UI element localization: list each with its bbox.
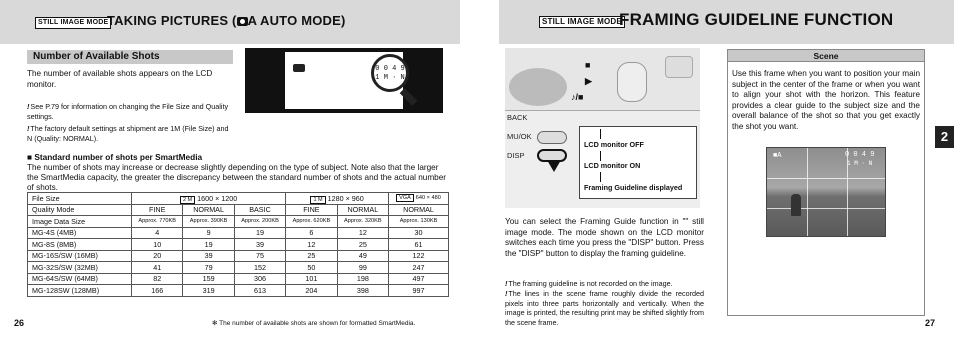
note-2: !The factory default settings at shipment are 1M (File Size) and N (Quality: NORMAL).: [27, 124, 229, 143]
note-1: !See P.79 for information on changing the File Size and Quality settings.: [27, 102, 229, 121]
quality-setting: 1 M · N: [847, 160, 873, 167]
back-label: BACK: [507, 113, 528, 122]
table-cell: 10: [132, 239, 183, 251]
magnifier-icon: 0 0 4 9 1 M · N: [371, 54, 409, 92]
table-row: [28, 273, 449, 285]
arrow-line: [600, 151, 601, 161]
table-cell: 247: [389, 262, 449, 274]
disp-label: DISP: [507, 151, 525, 160]
table-cell: FINE: [132, 204, 183, 216]
camera-icon: [237, 17, 248, 26]
guideline: [807, 148, 808, 237]
table-cell: 204: [286, 285, 337, 297]
table-cell: 99: [337, 262, 388, 274]
page-title: TAKING PICTURES ( A AUTO MODE): [107, 13, 346, 28]
scene-text: Use this frame when you want to position your main subject in the center of the frame or when you want to align your shot with the horizon. This feature provides a clear guide to the subject size and the overall balance of the shot so that you get exactly the shot you want.: [732, 69, 920, 131]
table-cell: 4: [132, 227, 183, 239]
table-cell: 152: [234, 262, 285, 274]
table-row: [28, 204, 449, 216]
table-cell: 497: [389, 273, 449, 285]
table-cell: 19: [183, 239, 234, 251]
table-cell: NORMAL: [389, 204, 449, 216]
table-cell: 613: [234, 285, 285, 297]
right-body-text: You can select the Framing Guide function in "" still image mode. The mode shown on the LCD monitor switches each time you press the "DISP" button. Press the "DISP" button to display the framing guideline.: [505, 217, 704, 258]
camera-auto-icon: ■A: [773, 152, 782, 160]
table-cell: 12: [337, 227, 388, 239]
page-number-right: 27: [925, 318, 936, 328]
table-cell: FINE: [286, 204, 337, 216]
table-cell: 25: [337, 239, 388, 251]
table-cell: 39: [234, 239, 285, 251]
scene-heading: Scene: [728, 50, 924, 62]
note-icon: !: [27, 102, 30, 111]
callout-item: LCD monitor OFF: [584, 140, 644, 149]
intro-text: The number of available shots appears on the LCD monitor.: [27, 69, 213, 89]
table-cell: 19: [234, 227, 285, 239]
callout-item: LCD monitor ON: [584, 161, 641, 170]
right-header: [499, 0, 954, 44]
left-header: [0, 0, 460, 44]
menu-ok-label: MU/OK: [507, 132, 532, 141]
arrow-icon: [547, 160, 561, 172]
table-row: [28, 193, 449, 205]
table-row: [28, 285, 449, 297]
table-cell: 6: [286, 227, 337, 239]
scene-example-image: [766, 147, 886, 237]
table-cell: 101: [286, 273, 337, 285]
table-row-label: Image Data Size: [28, 216, 132, 228]
table-cell: 82: [132, 273, 183, 285]
table-cell: Approx. 130KB: [389, 216, 449, 228]
table-cell: 122: [389, 250, 449, 262]
table-row: [28, 250, 449, 262]
table-cell: Approx. 390KB: [183, 216, 234, 228]
right-note-1: !The framing guideline is not recorded on the image.: [505, 279, 673, 288]
table-cell: NORMAL: [337, 204, 388, 216]
note-icon: !: [505, 279, 508, 288]
standard-shots-heading: ■ Standard number of shots per SmartMedia: [27, 152, 203, 162]
guideline: [767, 178, 886, 179]
people-silhouette: [791, 194, 801, 216]
mode-tag: STILL IMAGE MODE: [35, 17, 111, 29]
table-row: [28, 216, 449, 228]
table-row-label: MG-32S/SW (32MB): [28, 262, 132, 274]
camera-auto-icon: [293, 64, 305, 72]
lens-area: [509, 68, 567, 106]
table-cell: Approx. 320KB: [337, 216, 388, 228]
camera-back-illustration: [505, 48, 700, 208]
camera-icon: ■: [585, 60, 591, 70]
table-cell: NORMAL: [183, 204, 234, 216]
table-row-label: File Size: [28, 193, 132, 205]
table-cell: 30: [389, 227, 449, 239]
table-cell: 39: [183, 250, 234, 262]
note-icon: !: [505, 289, 508, 298]
table-cell: 198: [337, 273, 388, 285]
arrow-line: [600, 129, 601, 139]
table-row: [28, 239, 449, 251]
table-cell: 12: [286, 239, 337, 251]
note-icon: !: [27, 124, 30, 133]
table-row-label: MG-16S/SW (16MB): [28, 250, 132, 262]
table-cell: 1 M 1280 × 960: [286, 193, 389, 205]
table-cell: 20: [132, 250, 183, 262]
table-cell: BASIC: [234, 204, 285, 216]
table-row-label: Quality Mode: [28, 204, 132, 216]
table-cell: 159: [183, 273, 234, 285]
arrow-line: [600, 172, 601, 182]
shots-table: [27, 192, 449, 297]
table-cell: VGA 640 × 480: [389, 193, 449, 205]
standard-shots-body: The number of shots may increase or decrease slightly depending on the type of subject. Note also that the larger the SmartMedia capacity, the greater the discrepancy between the standard number of shots and the actual number of shots.: [27, 163, 447, 192]
menu-ok-button: [537, 131, 567, 144]
table-cell: 50: [286, 262, 337, 274]
table-cell: 306: [234, 273, 285, 285]
mic-movie-icon: ♪/■: [571, 92, 584, 102]
table-cell: 61: [389, 239, 449, 251]
table-cell: 2 M 1600 × 1200: [132, 193, 286, 205]
table-cell: 9: [183, 227, 234, 239]
table-row-label: MG-4S (4MB): [28, 227, 132, 239]
table-cell: Approx. 200KB: [234, 216, 285, 228]
right-note-2: !The lines in the scene frame roughly divide the recorded pixels into three parts horizontally and vertically. When the image is printed, the resulting print may be shifted slightly from the scene frame.: [505, 289, 704, 327]
table-cell: Approx. 620KB: [286, 216, 337, 228]
chapter-tab: 2: [935, 126, 954, 148]
guideline: [767, 208, 886, 209]
table-row: [28, 262, 449, 274]
table-row-label: MG-128SW (128MB): [28, 285, 132, 297]
lcd-illustration: [245, 48, 443, 113]
table-cell: 319: [183, 285, 234, 297]
section-heading: Number of Available Shots: [27, 50, 233, 64]
table-row: [28, 227, 449, 239]
lcd-screen: [285, 52, 403, 109]
table-row-label: MG-64S/SW (64MB): [28, 273, 132, 285]
table-cell: 75: [234, 250, 285, 262]
table-cell: Approx. 770KB: [132, 216, 183, 228]
table-cell: 997: [389, 285, 449, 297]
callout-item: Framing Guideline displayed: [584, 183, 683, 192]
table-cell: 49: [337, 250, 388, 262]
table-footnote: ✻ The number of available shots are shown for formatted SmartMedia.: [212, 320, 416, 327]
table-row-label: MG-8S (8MB): [28, 239, 132, 251]
mode-tag: STILL IMAGE MODE: [539, 16, 625, 28]
page-number-left: 26: [14, 318, 25, 328]
mode-dial: [617, 62, 647, 102]
table-cell: 25: [286, 250, 337, 262]
page-title: FRAMING GUIDELINE FUNCTION: [619, 10, 894, 29]
table-cell: 398: [337, 285, 388, 297]
table-cell: 41: [132, 262, 183, 274]
shutter-button: [665, 56, 693, 78]
scene-box: [727, 49, 925, 316]
table-cell: 79: [183, 262, 234, 274]
table-cell: 166: [132, 285, 183, 297]
playback-icon: ▶: [585, 76, 592, 86]
shot-counter: 0 0 4 9: [845, 151, 875, 159]
disp-mode-callout: [579, 126, 697, 199]
magnifier-handle: [400, 88, 418, 106]
